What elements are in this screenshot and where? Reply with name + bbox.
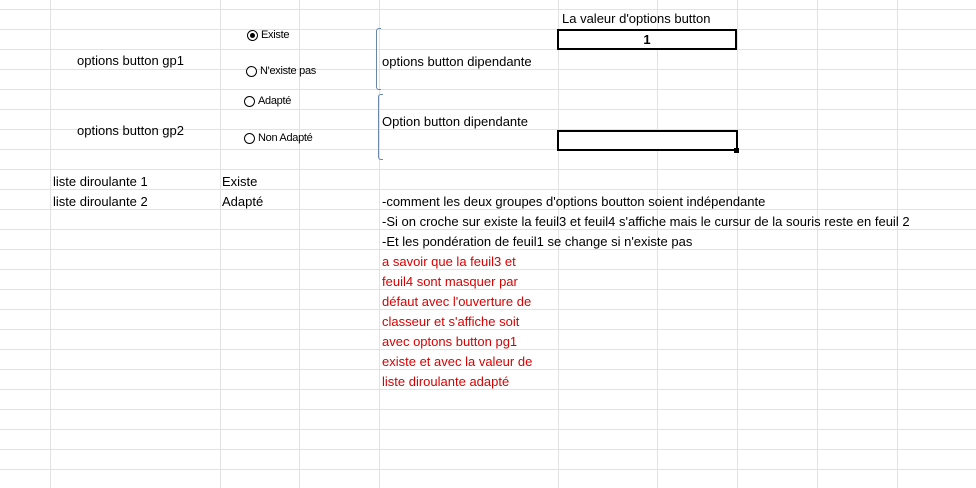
radio-unchecked-icon (246, 66, 257, 77)
grid-column-line (817, 0, 818, 488)
grid-column-line (737, 0, 738, 488)
radio-nexiste-pas[interactable] (246, 65, 316, 77)
grid-row-line (0, 409, 976, 410)
group1-value-cell[interactable] (557, 29, 737, 50)
radio-nexiste-pas-label: N'existe pas (260, 65, 316, 77)
value-header-label: La valeur d'options button (562, 11, 711, 26)
radio-existe-label: Existe (261, 29, 290, 41)
grid-row-line (0, 49, 976, 50)
group2-label: options button gp2 (77, 123, 184, 138)
red-note-2: feuil4 sont masquer par (382, 274, 518, 289)
red-note-3: défaut avec l'ouverture de (382, 294, 532, 309)
red-note-5: avec optons button pg1 (382, 334, 518, 349)
red-note-4: classeur et s'affiche soit (382, 314, 520, 329)
grid-row-line (0, 169, 976, 170)
note-1: -comment les deux groupes d'options boutton soient indépendante (382, 194, 766, 209)
group1-dependent-label: options button dipendante (382, 54, 532, 69)
radio-adapte[interactable] (244, 95, 291, 107)
group2-dependent-label: Option button dipendante (382, 114, 529, 129)
grid-row-line (0, 149, 976, 150)
red-note-7: liste diroulante adapté (382, 374, 510, 389)
list-2-value[interactable]: Adapté (222, 194, 264, 209)
note-2: -Si on croche sur existe la feuil3 et feuil4 s'affiche mais le cursur de la souris reste en feuil 2 (382, 214, 910, 229)
radio-unchecked-icon (244, 133, 255, 144)
red-note-1: a savoir que la feuil3 et (382, 254, 516, 269)
radio-existe[interactable] (247, 29, 289, 41)
grid-row-line (0, 449, 976, 450)
list-1-name: liste diroulante 1 (53, 174, 148, 189)
grid-row-line (0, 109, 976, 110)
radio-unchecked-icon (244, 96, 255, 107)
grid-column-line (220, 0, 221, 488)
group1-label: options button gp1 (77, 53, 184, 68)
grid-row-line (0, 29, 976, 30)
grid-row-line (0, 469, 976, 470)
group2-value-cell[interactable] (557, 130, 738, 151)
grid-row-line (0, 89, 976, 90)
red-note-6: existe et avec la valeur de (382, 354, 533, 369)
grid-row-line (0, 9, 976, 10)
radio-adapte-label: Adapté (258, 95, 292, 107)
note-3: -Et les pondération de feuil1 se change si n'existe pas (382, 234, 693, 249)
radio-checked-icon (247, 30, 258, 41)
grid-column-line (897, 0, 898, 488)
list-1-value[interactable]: Existe (222, 174, 258, 189)
fill-handle[interactable] (734, 148, 739, 153)
radio-non-adapte[interactable] (244, 132, 313, 144)
grid-row-line (0, 429, 976, 430)
radio-non-adapte-label: Non Adapté (258, 132, 313, 144)
list-2-name: liste diroulante 2 (53, 194, 148, 209)
grid-column-line (50, 0, 51, 488)
group1-value: 1 (643, 32, 651, 47)
group1-frame-bracket (376, 28, 381, 90)
